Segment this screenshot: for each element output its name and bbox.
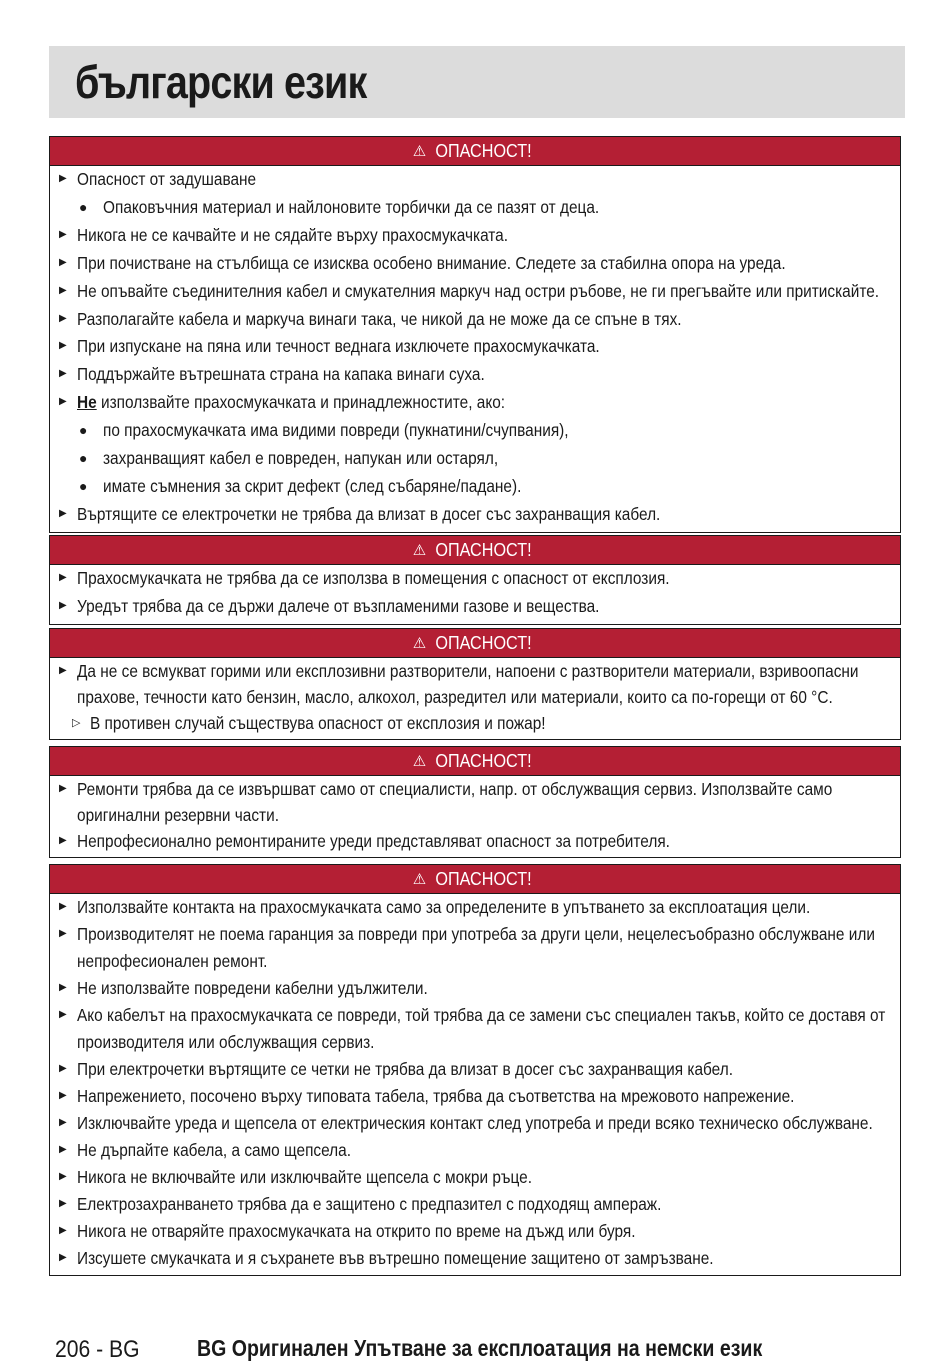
list-item-text: Напрежението, посочено върху типовата табела, трябва да съответства на мрежовото напрежение.: [77, 1086, 795, 1106]
list-item-text: Производителят не поема гаранция за повреди при употреба за други цели, нецелесъобразно обслужване или: [77, 924, 875, 944]
danger-box: [49, 628, 901, 740]
list-item-text: оригинални резервни части.: [77, 805, 280, 825]
triangle-bullet-icon: ▶: [59, 1252, 67, 1263]
list-item-text: Електрозахранването трябва да е защитено с предпазител с подходящ ампераж.: [77, 1194, 662, 1214]
warning-triangle-icon: ⚠: [412, 542, 427, 559]
emphasis-text: Не: [77, 392, 97, 413]
list-item-text: При електрочетки въртящите се четки не трябва да влизат в досег със захранващия кабел.: [77, 1059, 733, 1079]
danger-header-label: ОПАСНОСТ!: [435, 868, 532, 889]
list-item-text: При изпускане на пяна или течност веднага изключете прахосмукачката.: [77, 336, 600, 357]
list-item-text: Да не се всмукват горими или експлозивни разтворители, напоени с разтворители материали, взривоопасни: [77, 661, 859, 681]
danger-header: [50, 865, 900, 894]
hollow-triangle-icon: ▷: [72, 717, 81, 729]
triangle-bullet-icon: ▶: [59, 1144, 67, 1155]
triangle-bullet-icon: ▶: [59, 835, 67, 846]
list-item-text: производителя или обслужващия сервиз.: [77, 1032, 375, 1052]
danger-header-label: ОПАСНОСТ!: [435, 750, 532, 771]
list-item-text: Ремонти трябва да се извършват само от специалисти, напр. от обслужващия сервиз. Използвайте само: [77, 779, 833, 799]
danger-header: [50, 747, 900, 776]
list-item-text: Въртящите се електрочетки не трябва да влизат в досег със захранващия кабел.: [77, 503, 661, 524]
triangle-bullet-icon: ▶: [59, 928, 67, 939]
list-item-text: Никога не се качвайте и не сядайте върху прахосмукачката.: [77, 224, 509, 245]
danger-header-label: ОПАСНОСТ!: [435, 632, 532, 653]
list-item-text: Използвайте контакта на прахосмукачката само за определените в упътването за експлоатация цели.: [77, 897, 811, 917]
danger-header: [50, 536, 900, 565]
list-item-text: Никога не отваряйте прахосмукачката на открито по време на дъжд или буря.: [77, 1221, 636, 1241]
list-item-text: Не използвайте повредени кабелни удължители.: [77, 978, 428, 998]
list-item-rest: използвайте прахосмукачката и принадлежностите, ако:: [96, 392, 506, 413]
warning-triangle-icon: ⚠: [412, 871, 427, 888]
warning-triangle-icon: ⚠: [412, 143, 427, 160]
triangle-bullet-icon: ▶: [59, 507, 67, 519]
triangle-bullet-icon: ▶: [59, 982, 67, 993]
danger-box: [49, 136, 901, 533]
triangle-bullet-icon: ▶: [59, 1225, 67, 1236]
triangle-bullet-icon: ▶: [59, 173, 67, 184]
triangle-bullet-icon: ▶: [59, 340, 67, 352]
triangle-bullet-icon: ▶: [59, 1009, 67, 1020]
danger-box: [49, 864, 901, 1276]
list-item-text: [77, 389, 505, 415]
triangle-bullet-icon: ▶: [59, 228, 67, 240]
list-item-text: непрофесионален ремонт.: [77, 951, 268, 971]
warning-triangle-icon: ⚠: [412, 753, 427, 770]
danger-header: [50, 629, 900, 658]
list-item-text: Опасност от задушаване: [77, 169, 257, 189]
page-title: български език: [75, 56, 367, 108]
triangle-bullet-icon: ▶: [59, 665, 67, 676]
dot-bullet-icon: ●: [79, 477, 88, 494]
list-item-text: Изсушете смукачката и я съхранете във вътрешно помещение защитено от замръзване.: [77, 1248, 714, 1268]
list-item-text: имате съмнения за скрит дефект (след събаряне/падане).: [103, 475, 522, 496]
danger-header-label: ОПАСНОСТ!: [435, 140, 532, 161]
triangle-bullet-icon: ▶: [59, 396, 67, 408]
list-item-text: Опаковъчния материал и найлоновите торбички да се пазят от деца.: [103, 196, 600, 217]
list-item-text: Никога не включвайте или изключвайте щепсела с мокри ръце.: [77, 1167, 533, 1187]
triangle-bullet-icon: ▶: [59, 783, 67, 794]
triangle-bullet-icon: ▶: [59, 901, 67, 912]
dot-bullet-icon: ●: [79, 450, 88, 466]
list-item-text: При почистване на стълбища се изисква особено внимание. Следете за стабилна опора на уреда.: [77, 252, 786, 273]
triangle-bullet-icon: ▶: [59, 368, 67, 380]
list-item-text: Уредът трябва да се държи далече от възпламеними газове и вещества.: [77, 596, 600, 616]
list-item-text: Поддържайте вътрешната страна на капака винаги суха.: [77, 364, 485, 385]
list-item-text: Ако кабелът на прахосмукачката се повреди, той трябва да се замени със специален такъв, който се доставя от: [77, 1005, 886, 1025]
danger-header-label: ОПАСНОСТ!: [435, 539, 532, 560]
triangle-bullet-icon: ▶: [59, 600, 67, 611]
list-item-text: Не опъвайте съединителния кабел и смукателния маркуч над остри ръбове, не ги прегъвайте или притискайте.: [77, 280, 880, 301]
list-item-text: В противен случай съществува опасност от експлозия и пожар!: [90, 713, 546, 733]
page-number: 206 - BG: [55, 1336, 140, 1363]
triangle-bullet-icon: ▶: [59, 1198, 67, 1209]
triangle-bullet-icon: ▶: [59, 1117, 67, 1128]
warning-triangle-icon: ⚠: [412, 635, 427, 652]
triangle-bullet-icon: ▶: [59, 284, 67, 296]
danger-box: [49, 746, 901, 858]
triangle-bullet-icon: ▶: [59, 572, 67, 583]
list-item-text: Разполагайте кабела и маркуча винаги така, че никой да не може да се спъне в тях.: [77, 308, 682, 329]
list-item-text: Не дърпайте кабела, а само щепсела.: [77, 1140, 352, 1160]
list-item-text: прахове, течности като бензин, масло, алкохол, разредител или материали, които са по-горещи от 60 °C.: [77, 687, 833, 707]
danger-header: [50, 137, 900, 166]
triangle-bullet-icon: ▶: [59, 1090, 67, 1101]
dot-bullet-icon: ●: [79, 422, 88, 439]
list-item-text: захранващият кабел е повреден, напукан или остарял,: [103, 448, 499, 468]
list-item-text: Изключвайте уреда и щепсела от електрическия контакт след употреба и преди всяко техническо обслужване.: [77, 1113, 873, 1133]
dot-bullet-icon: ●: [79, 198, 88, 215]
title-bar: [49, 46, 905, 118]
footer-title: BG Оригинален Упътване за експлоатация на немски език: [197, 1335, 763, 1361]
danger-box: [49, 535, 901, 625]
triangle-bullet-icon: ▶: [59, 312, 67, 324]
triangle-bullet-icon: ▶: [59, 256, 67, 268]
list-item-text: Непрофесионално ремонтираните уреди представляват опасност за потребителя.: [77, 831, 670, 851]
list-item-text: Прахосмукачката не трябва да се използва в помещения с опасност от експлозия.: [77, 568, 670, 588]
triangle-bullet-icon: ▶: [59, 1171, 67, 1182]
list-item-text: по прахосмукачката има видими повреди (пукнатини/счупвания),: [103, 420, 569, 441]
triangle-bullet-icon: ▶: [59, 1063, 67, 1074]
